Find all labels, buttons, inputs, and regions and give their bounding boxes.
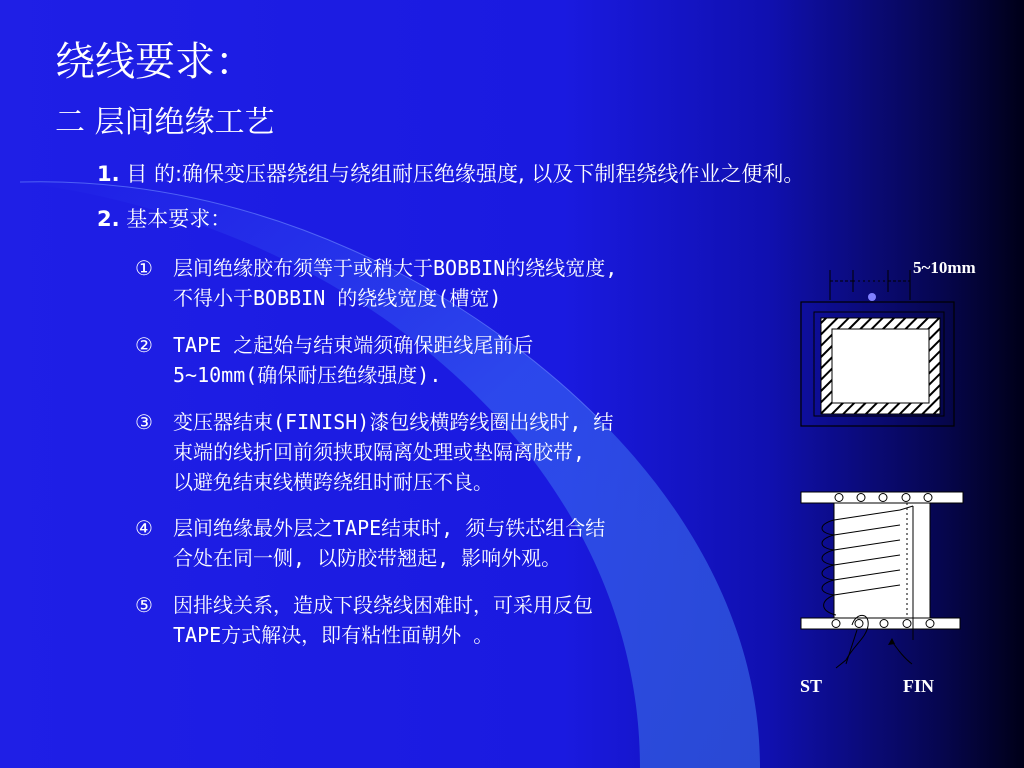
tape-cross-section bbox=[801, 270, 954, 426]
item-line: 因排线关系，造成下段绕线困难时，可采用反包 bbox=[173, 593, 593, 617]
item-line: TAPE 之起始与结束端须确保距线尾前后 bbox=[173, 333, 534, 357]
dimension-label: 5~10mm bbox=[913, 258, 976, 277]
item-marker: ③ bbox=[135, 410, 153, 434]
point-1-text: 目 的:确保变压器绕组与绕组耐压绝缘强度, 以及下制程绕线作业之便利。 bbox=[126, 162, 805, 186]
item-line: 以避免结束线横跨绕组时耐压不良。 bbox=[173, 470, 493, 494]
slide-title: 绕线要求： bbox=[55, 39, 255, 85]
item-marker: ④ bbox=[135, 516, 153, 540]
item-line: 变压器结束(FINISH)漆包线横跨线圈出线时, 结 bbox=[173, 410, 614, 434]
finish-label: FIN bbox=[903, 676, 934, 696]
point-2-number: 2. bbox=[97, 207, 120, 231]
item-marker: ② bbox=[135, 333, 153, 357]
item-line: 5~10mm(确保耐压绝缘强度). bbox=[173, 363, 442, 387]
item-line: 层间绝缘胶布须等于或稍大于BOBBIN的绕线宽度, bbox=[173, 256, 618, 280]
bobbin-winding-diagram bbox=[801, 492, 963, 668]
item-line: 束端的线折回前须挟取隔离处理或垫隔离胶带, bbox=[173, 440, 586, 464]
start-label: ST bbox=[800, 676, 823, 696]
item-line: TAPE方式解决，即有粘性面朝外 。 bbox=[173, 623, 494, 647]
section-subtitle: 二 层间绝缘工艺 bbox=[55, 105, 275, 140]
item-line: 层间绝缘最外层之TAPE结束时, 须与铁芯组合结 bbox=[173, 516, 606, 540]
item-marker: ⑤ bbox=[135, 593, 153, 617]
item-line: 不得小于BOBBIN 的绕线宽度(槽宽) bbox=[173, 286, 502, 310]
point-2-text: 基本要求： bbox=[126, 207, 232, 231]
item-line: 合处在同一侧, 以防胶带翘起, 影响外观。 bbox=[173, 546, 562, 570]
item-marker: ① bbox=[135, 256, 153, 280]
point-1-number: 1. bbox=[97, 162, 120, 186]
